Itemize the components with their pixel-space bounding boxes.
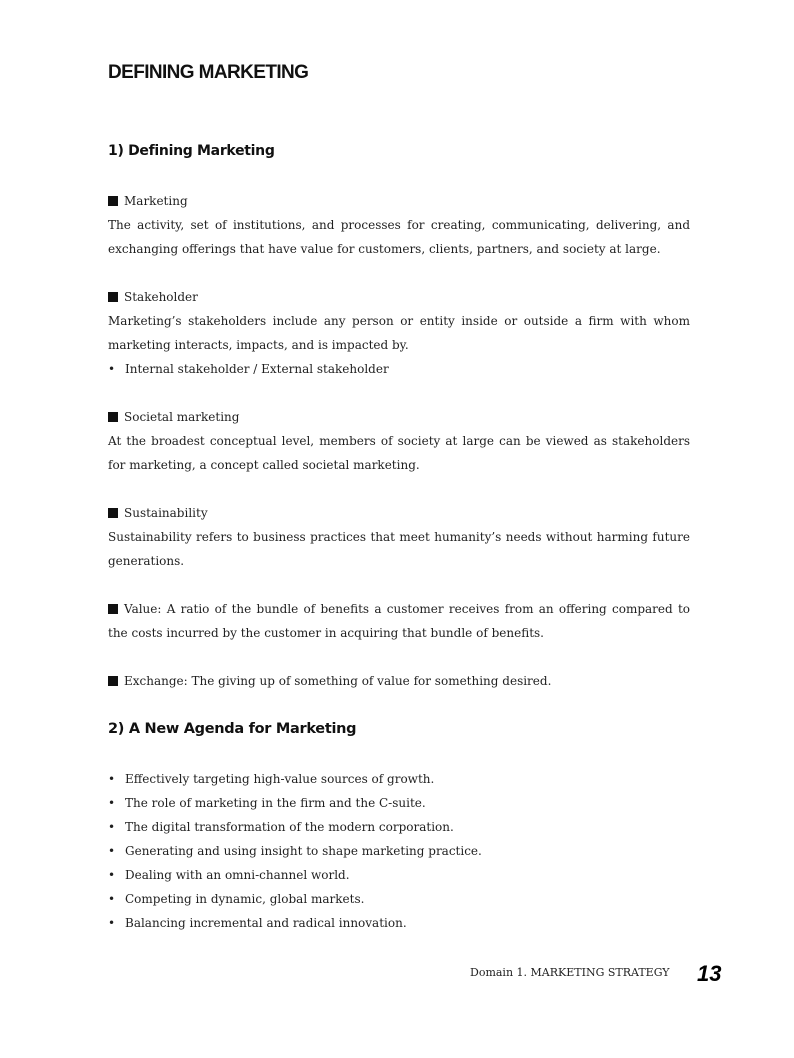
list-item-text: Effectively targeting high-value sources of growth. (125, 772, 435, 786)
list-item-text: Internal stakeholder / External stakeholder (125, 362, 389, 376)
term-definition: The activity, set of institutions, and processes for creating, communicating, delivering, and exchanging offerings that have value for customers, clients, partners, and society at large. (108, 218, 690, 256)
section-title-defining-marketing: 1) Defining Marketing (108, 143, 275, 159)
list-item (108, 791, 690, 815)
agenda-list (108, 767, 690, 935)
bullet-dot-icon: • (108, 796, 116, 810)
bullet-dot-icon: • (108, 892, 116, 906)
list-item (108, 357, 690, 381)
list-item-text: Generating and using insight to shape marketing practice. (125, 844, 482, 858)
term-definition: At the broadest conceptual level, members of society at large can be viewed as stakeholders for marketing, a concept called societal marketing. (108, 434, 690, 472)
term-definition: Exchange: The giving up of something of value for something desired. (124, 674, 552, 688)
term-definition: Sustainability refers to business practices that meet humanity’s needs without harming future generations. (108, 530, 690, 568)
square-bullet-icon (108, 196, 118, 206)
square-bullet-icon (108, 676, 118, 686)
list-item-text: Competing in dynamic, global markets. (125, 892, 365, 906)
section-title-new-agenda: 2) A New Agenda for Marketing (108, 721, 357, 737)
square-bullet-icon (108, 604, 118, 614)
bullet-dot-icon: • (108, 868, 116, 882)
bullet-dot-icon: • (108, 772, 116, 786)
bullet-dot-icon: • (108, 362, 116, 376)
term-label: Marketing (124, 194, 188, 208)
term-stakeholder (108, 285, 690, 381)
definitions-content (108, 189, 690, 693)
page-title: DEFINING MARKETING (108, 62, 309, 83)
term-sustainability (108, 501, 690, 573)
bullet-dot-icon: • (108, 820, 116, 834)
bullet-dot-icon: • (108, 916, 116, 930)
term-value (108, 597, 690, 645)
list-item-text: Dealing with an omni-channel world. (125, 868, 350, 882)
square-bullet-icon (108, 292, 118, 302)
list-item (108, 767, 690, 791)
footer-domain-label: Domain 1. MARKETING STRATEGY (470, 966, 670, 979)
term-label: Societal marketing (124, 410, 240, 424)
list-item (108, 887, 690, 911)
term-exchange (108, 669, 690, 693)
list-item-text: The digital transformation of the modern corporation. (125, 820, 454, 834)
term-label: Stakeholder (124, 290, 198, 304)
list-item (108, 839, 690, 863)
list-item (108, 911, 690, 935)
square-bullet-icon (108, 412, 118, 422)
term-marketing (108, 189, 690, 261)
list-item-text: The role of marketing in the firm and the C-suite. (125, 796, 426, 810)
square-bullet-icon (108, 508, 118, 518)
term-label: Sustainability (124, 506, 208, 520)
term-definition: Value: A ratio of the bundle of benefits a customer receives from an offering compared to the costs incurred by the customer in acquiring that bundle of benefits. (108, 602, 690, 640)
list-item (108, 863, 690, 887)
list-item (108, 815, 690, 839)
page-number: 13 (697, 961, 722, 986)
bullet-dot-icon: • (108, 844, 116, 858)
list-item-text: Balancing incremental and radical innovation. (125, 916, 407, 930)
term-societal-marketing (108, 405, 690, 477)
term-definition: Marketing’s stakeholders include any person or entity inside or outside a firm with whom marketing interacts, impacts, and is impacted by. (108, 314, 690, 352)
